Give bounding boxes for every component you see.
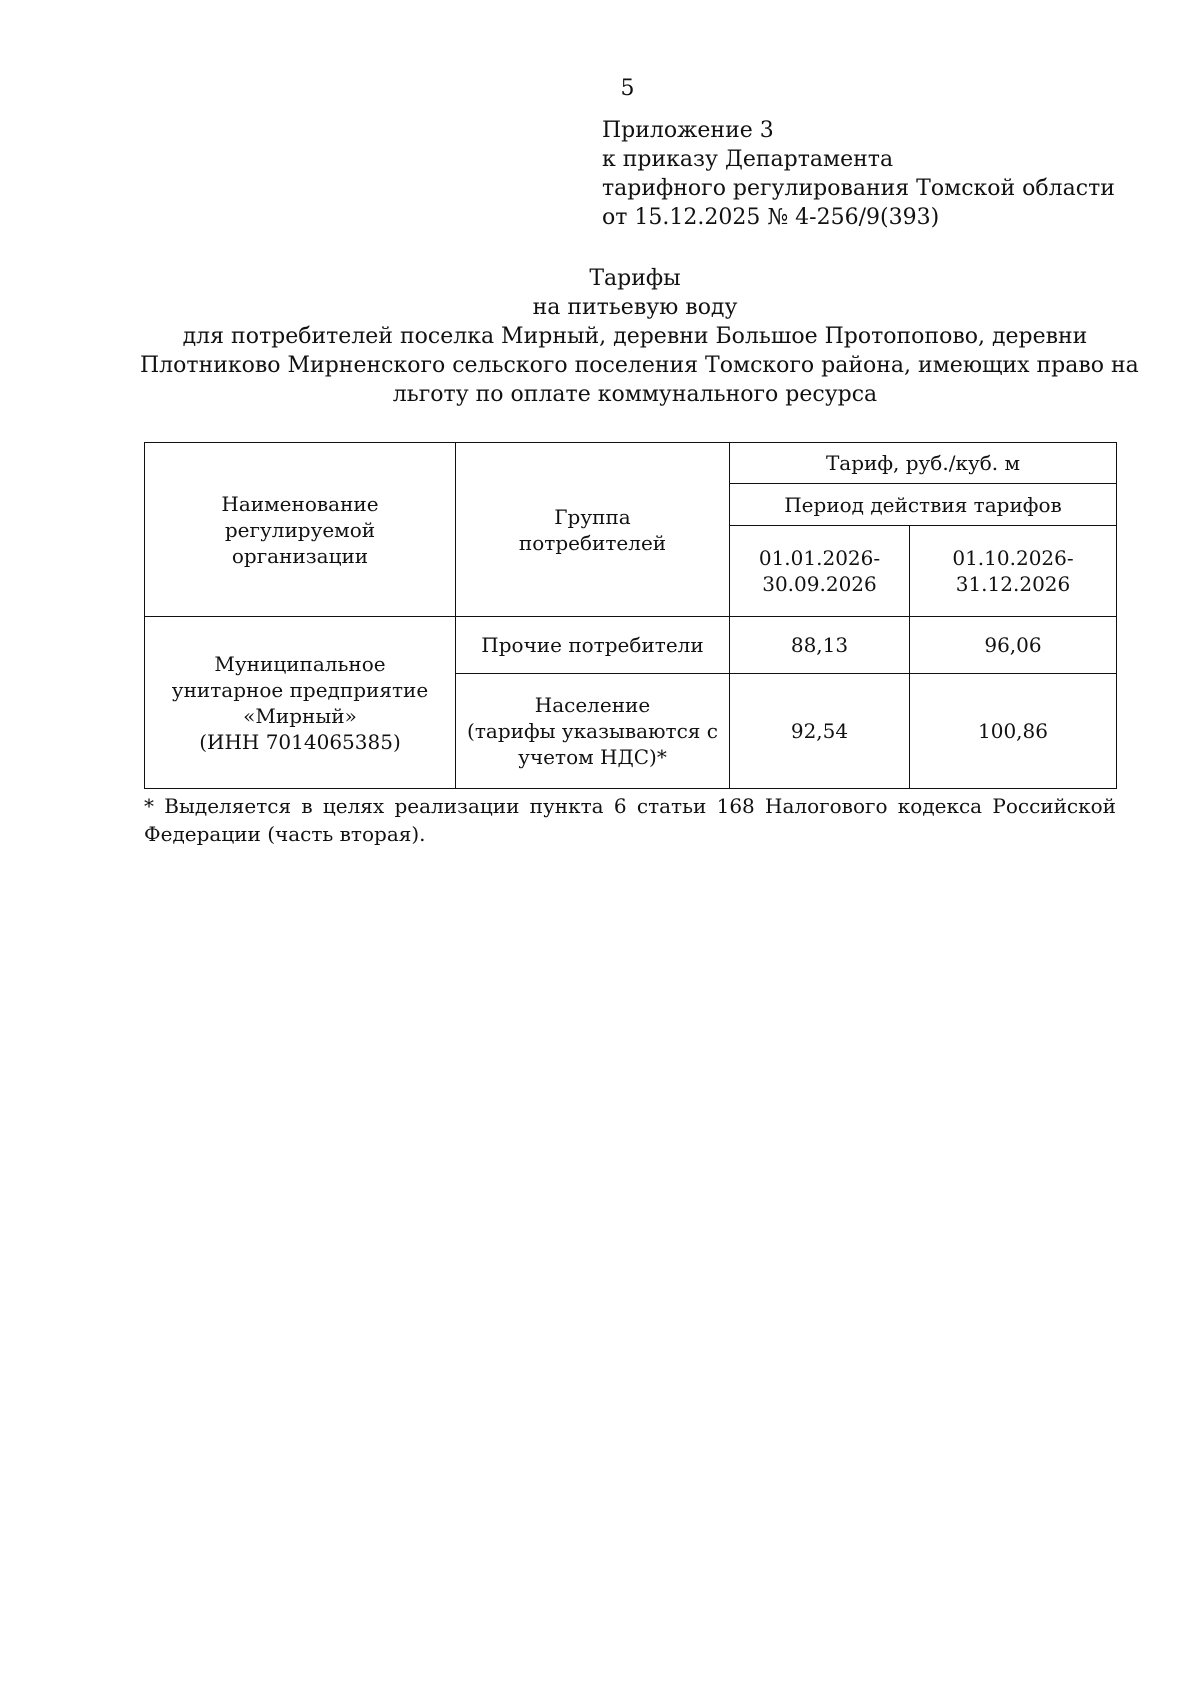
tariff-value-cell: 88,13 [730, 617, 910, 674]
tariff-table [144, 442, 1117, 789]
header-text: 30.09.2026 [762, 572, 877, 596]
header-text: 01.01.2026- [758, 546, 881, 570]
group-cell: Прочие потребители [456, 617, 730, 674]
table-header-row [145, 443, 1117, 484]
cell-text: (тарифы указываются с [467, 719, 718, 743]
title-line: Тарифы [589, 266, 681, 291]
cell-text: Муниципальное [214, 651, 386, 676]
document-title [140, 264, 1139, 409]
appendix-line: тарифного регулирования Томской области [602, 176, 1115, 201]
header-text: 01.10.2026- [952, 546, 1074, 570]
title-line: льготу по оплате коммунального ресурса [392, 382, 878, 407]
cell-text: учетом НДС)* [518, 745, 667, 769]
header-period-2 [910, 526, 1117, 617]
appendix-line: к приказу Департамента [602, 147, 894, 172]
header-period-1 [730, 526, 910, 617]
header-period: Период действия тарифов [730, 484, 1117, 526]
cell-text: унитарное предприятие [171, 677, 429, 702]
page-number: 5 [620, 76, 635, 101]
cell-text: «Мирный» [243, 703, 357, 728]
appendix-line: от 15.12.2025 № 4-256/9(393) [602, 205, 940, 230]
tariff-value-cell: 92,54 [730, 674, 910, 789]
org-name-cell [145, 617, 456, 789]
header-text: организации [231, 543, 369, 568]
header-tariff: Тариф, руб./куб. м [730, 443, 1117, 484]
cell-text: Население [534, 693, 651, 717]
footnote: * Выделяется в целях реализации пункта 6 статьи 168 Налогового кодекса Российской Федерации (часть вторая). [144, 794, 1116, 846]
header-text: регулируемой [224, 517, 376, 542]
header-text: 31.12.2026 [955, 572, 1071, 596]
appendix-header [602, 116, 1115, 232]
tariff-value-cell: 100,86 [910, 674, 1117, 789]
header-text: Наименование [221, 491, 379, 516]
tariff-value-cell: 96,06 [910, 617, 1117, 674]
title-line: Плотниково Мирненского сельского поселения Томского района, имеющих право на [140, 353, 1139, 378]
header-consumer-group [456, 443, 730, 617]
header-text: потребителей [518, 530, 667, 555]
table-row [145, 617, 1117, 674]
title-line: для потребителей поселка Мирный, деревни Большое Протопопово, деревни [182, 324, 1088, 349]
title-line: на питьевую воду [532, 295, 738, 320]
group-cell [456, 674, 730, 789]
cell-text: (ИНН 7014065385) [199, 729, 401, 754]
appendix-line: Приложение 3 [602, 118, 774, 143]
header-text: Группа [554, 504, 631, 529]
header-org-name [145, 443, 456, 617]
